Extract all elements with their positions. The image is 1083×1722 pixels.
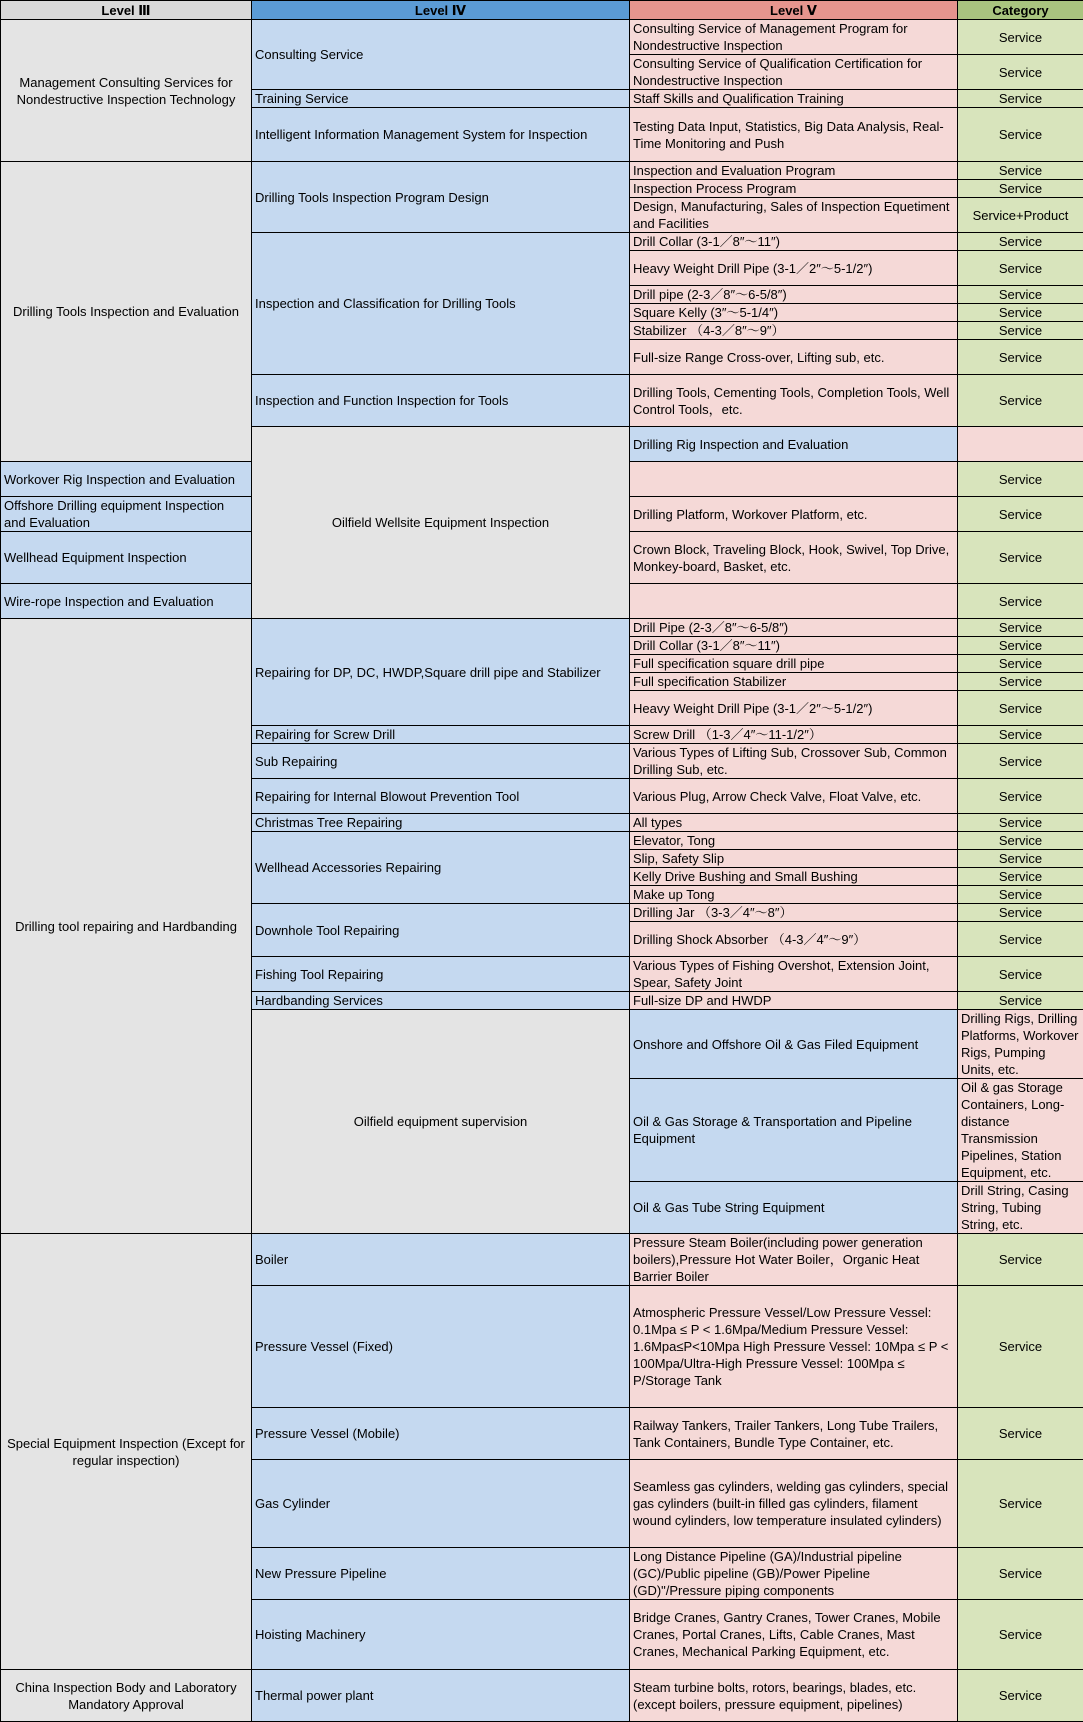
category-cell: Service: [958, 304, 1083, 322]
level3-cell: Drilling tool repairing and Hardbanding: [1, 619, 252, 1234]
level5-cell: Full specification square drill pipe: [630, 655, 958, 673]
level4-cell: Boiler: [252, 1234, 630, 1286]
category-cell: Service: [958, 814, 1083, 832]
level5-cell: Various Types of Lifting Sub, Crossover Sub, Common Drilling Sub, etc.: [630, 744, 958, 779]
category-cell: Service: [958, 375, 1083, 427]
category-cell: Service: [958, 673, 1083, 691]
level4-cell: Intelligent Information Management System for Inspection: [252, 108, 630, 162]
level5-cell: Stabilizer （4-3／8″～9″）: [630, 322, 958, 340]
level5-cell: Drilling Platform, Workover Platform, etc.: [630, 497, 958, 532]
level5-cell: Bridge Cranes, Gantry Cranes, Tower Cranes, Mobile Cranes, Portal Cranes, Lifts, Cable Cranes, Mast Cranes, Mechanical Parking Equipment, etc.: [630, 1600, 958, 1670]
table-row: [1, 619, 1083, 637]
category-cell: Service: [958, 726, 1083, 744]
category-cell: Service: [958, 55, 1083, 90]
level5-cell: Drill Collar (3-1／8″～11″): [630, 637, 958, 655]
level4-cell: Wire-rope Inspection and Evaluation: [1, 584, 252, 619]
header-level4: Level Ⅳ: [252, 1, 630, 20]
table-body: [1, 20, 1083, 1722]
level5-cell: Steam turbine bolts, rotors, bearings, blades, etc. (except boilers, pressure equipment, pipelines): [630, 1670, 958, 1722]
level4-cell: Wellhead Accessories Repairing: [252, 832, 630, 904]
level5-cell: All types: [630, 814, 958, 832]
level5-cell: [630, 584, 958, 619]
level5-cell: Design, Manufacturing, Sales of Inspection Equetiment and Facilities: [630, 198, 958, 233]
category-cell: Service: [958, 1286, 1083, 1408]
level4-cell: Oil & Gas Tube String Equipment: [630, 1182, 958, 1234]
level3-cell: Oilfield equipment supervision: [252, 1010, 630, 1234]
level5-cell: Consulting Service of Management Program for Nondestructive Inspection: [630, 20, 958, 55]
category-cell: Service: [958, 497, 1083, 532]
category-cell: Service: [958, 744, 1083, 779]
level4-cell: Repairing for Screw Drill: [252, 726, 630, 744]
level5-cell: Square Kelly (3″～5-1/4″): [630, 304, 958, 322]
category-cell: Service: [958, 532, 1083, 584]
table-row: [1, 20, 1083, 55]
level5-cell: Drill Collar (3-1／8″～11″): [630, 233, 958, 251]
level5-cell: Crown Block, Traveling Block, Hook, Swivel, Top Drive, Monkey-board, Basket, etc.: [630, 532, 958, 584]
level5-cell: Inspection Process Program: [630, 180, 958, 198]
level5-cell: Drill pipe (2-3／8″～6-5/8″): [630, 286, 958, 304]
level5-cell: Elevator, Tong: [630, 832, 958, 850]
level5-cell: Full specification Stabilizer: [630, 673, 958, 691]
level4-cell: Repairing for DP, DC, HWDP,Square drill pipe and Stabilizer: [252, 619, 630, 726]
level5-cell: Staff Skills and Qualification Training: [630, 90, 958, 108]
category-cell: Service: [958, 340, 1083, 375]
category-cell: Service: [958, 619, 1083, 637]
level3-cell: Management Consulting Services for Nondestructive Inspection Technology: [1, 20, 252, 162]
level5-cell: Make up Tong: [630, 886, 958, 904]
category-cell: Service: [958, 20, 1083, 55]
category-cell: Service: [958, 922, 1083, 957]
level5-cell: Inspection and Evaluation Program: [630, 162, 958, 180]
category-cell: Service: [958, 992, 1083, 1010]
level5-cell: Full-size DP and HWDP: [630, 992, 958, 1010]
category-cell: Service: [958, 1234, 1083, 1286]
level5-cell: Full-size Range Cross-over, Lifting sub, etc.: [630, 340, 958, 375]
level5-cell: Consulting Service of Qualification Certification for Nondestructive Inspection: [630, 55, 958, 90]
level5-cell: Long Distance Pipeline (GA)/Industrial pipeline (GC)/Public pipeline (GB)/Power Pipeline (GD)"/Pressure piping components: [630, 1548, 958, 1600]
level4-cell: Pressure Vessel (Mobile): [252, 1408, 630, 1460]
category-cell: Service: [958, 233, 1083, 251]
level5-cell: Railway Tankers, Trailer Tankers, Long Tube Trailers, Tank Containers, Bundle Type Container, etc.: [630, 1408, 958, 1460]
category-cell: Service: [958, 691, 1083, 726]
category-cell: Service: [958, 286, 1083, 304]
level5-cell: Drilling Jar （3-3／4″～8″）: [630, 904, 958, 922]
level4-cell: Christmas Tree Repairing: [252, 814, 630, 832]
level4-cell: Sub Repairing: [252, 744, 630, 779]
category-cell: Service: [958, 637, 1083, 655]
header-level5: Level Ⅴ: [630, 1, 958, 20]
level5-cell: Drilling Tools, Cementing Tools, Completion Tools, Well Control Tools，etc.: [630, 375, 958, 427]
level3-cell: Oilfield Wellsite Equipment Inspection: [252, 427, 630, 619]
category-cell: Service: [958, 850, 1083, 868]
category-cell: Service: [958, 584, 1083, 619]
category-cell: Service: [958, 1460, 1083, 1548]
level5-cell: Heavy Weight Drill Pipe (3-1／2″～5-1/2″): [630, 691, 958, 726]
category-cell: Service: [958, 90, 1083, 108]
level4-cell: Onshore and Offshore Oil & Gas Filed Equipment: [630, 1010, 958, 1079]
level4-cell: Drilling Tools Inspection Program Design: [252, 162, 630, 233]
category-cell: Service: [958, 162, 1083, 180]
level5-cell: Various Plug, Arrow Check Valve, Float Valve, etc.: [630, 779, 958, 814]
level5-cell: Drilling Shock Absorber （4-3／4″～9″）: [630, 922, 958, 957]
level3-cell: Special Equipment Inspection (Except for regular inspection): [1, 1234, 252, 1670]
level5-cell: Testing Data Input, Statistics, Big Data Analysis, Real-Time Monitoring and Push: [630, 108, 958, 162]
level5-cell: Drill String, Casing String, Tubing String, etc.: [958, 1182, 1083, 1234]
level4-cell: Consulting Service: [252, 20, 630, 90]
category-cell: Service+Product: [958, 198, 1083, 233]
category-cell: Service: [958, 1600, 1083, 1670]
category-cell: Service: [958, 886, 1083, 904]
category-cell: Service: [958, 251, 1083, 286]
level5-cell: [958, 427, 1083, 462]
level3-cell: Drilling Tools Inspection and Evaluation: [1, 162, 252, 462]
level4-cell: Repairing for Internal Blowout Prevention Tool: [252, 779, 630, 814]
level5-cell: [630, 462, 958, 497]
category-cell: Service: [958, 832, 1083, 850]
category-cell: Service: [958, 957, 1083, 992]
category-cell: Service: [958, 108, 1083, 162]
level5-cell: Slip, Safety Slip: [630, 850, 958, 868]
level5-cell: Pressure Steam Boiler(including power generation boilers),Pressure Hot Water Boiler，Organic Heat Barrier Boiler: [630, 1234, 958, 1286]
category-cell: Service: [958, 180, 1083, 198]
level5-cell: Screw Drill （1-3／4″～11-1/2″）: [630, 726, 958, 744]
category-cell: Service: [958, 322, 1083, 340]
category-cell: Service: [958, 1670, 1083, 1722]
level4-cell: Hoisting Machinery: [252, 1600, 630, 1670]
level5-cell: Oil & gas Storage Containers, Long-distance Transmission Pipelines, Station Equipment, etc.: [958, 1079, 1083, 1182]
table-header: [1, 1, 1083, 20]
level4-cell: Offshore Drilling equipment Inspection and Evaluation: [1, 497, 252, 532]
level5-cell: Atmospheric Pressure Vessel/Low Pressure Vessel: 0.1Mpa ≤ P < 1.6Mpa/Medium Pressure Vessel: 1.6Mpa≤P<10Mpa High Pressure Vessel: 10Mpa ≤ P < 100Mpa/Ultra-High Pressure Vessel: 100Mpa ≤ P/Storage Tank: [630, 1286, 958, 1408]
category-cell: Service: [958, 655, 1083, 673]
level4-cell: Workover Rig Inspection and Evaluation: [1, 462, 252, 497]
header-category: Category: [958, 1, 1083, 20]
level4-cell: Hardbanding Services: [252, 992, 630, 1010]
category-cell: Service: [958, 462, 1083, 497]
level4-cell: Oil & Gas Storage & Transportation and Pipeline Equipment: [630, 1079, 958, 1182]
category-cell: Service: [958, 904, 1083, 922]
table-row: [1, 1234, 1083, 1286]
level5-cell: Heavy Weight Drill Pipe (3-1／2″～5-1/2″): [630, 251, 958, 286]
header-row: [1, 1, 1083, 20]
level5-cell: Drill Pipe (2-3／8″～6-5/8″): [630, 619, 958, 637]
table-row: [1, 1670, 1083, 1722]
category-cell: Service: [958, 779, 1083, 814]
level4-cell: Wellhead Equipment Inspection: [1, 532, 252, 584]
category-cell: Service: [958, 868, 1083, 886]
level4-cell: Downhole Tool Repairing: [252, 904, 630, 957]
level4-cell: Fishing Tool Repairing: [252, 957, 630, 992]
level3-cell: China Inspection Body and Laboratory Mandatory Approval: [1, 1670, 252, 1722]
category-cell: Service: [958, 1408, 1083, 1460]
level5-cell: Kelly Drive Bushing and Small Bushing: [630, 868, 958, 886]
level4-cell: Inspection and Classification for Drilling Tools: [252, 233, 630, 375]
level4-cell: Inspection and Function Inspection for Tools: [252, 375, 630, 427]
level5-cell: Various Types of Fishing Overshot, Extension Joint, Spear, Safety Joint: [630, 957, 958, 992]
level5-cell: Drilling Rigs, Drilling Platforms, Workover Rigs, Pumping Units, etc.: [958, 1010, 1083, 1079]
level4-cell: Thermal power plant: [252, 1670, 630, 1722]
level5-cell: Seamless gas cylinders, welding gas cylinders, special gas cylinders (built-in filled gas cylinders, filament wound cylinders, low temperature insulated cylinders): [630, 1460, 958, 1548]
level4-cell: Pressure Vessel (Fixed): [252, 1286, 630, 1408]
table-row: [1, 162, 1083, 180]
header-level3: Level Ⅲ: [1, 1, 252, 20]
category-cell: Service: [958, 1548, 1083, 1600]
level4-cell: Drilling Rig Inspection and Evaluation: [630, 427, 958, 462]
level4-cell: Gas Cylinder: [252, 1460, 630, 1548]
level4-cell: Training Service: [252, 90, 630, 108]
level4-cell: New Pressure Pipeline: [252, 1548, 630, 1600]
